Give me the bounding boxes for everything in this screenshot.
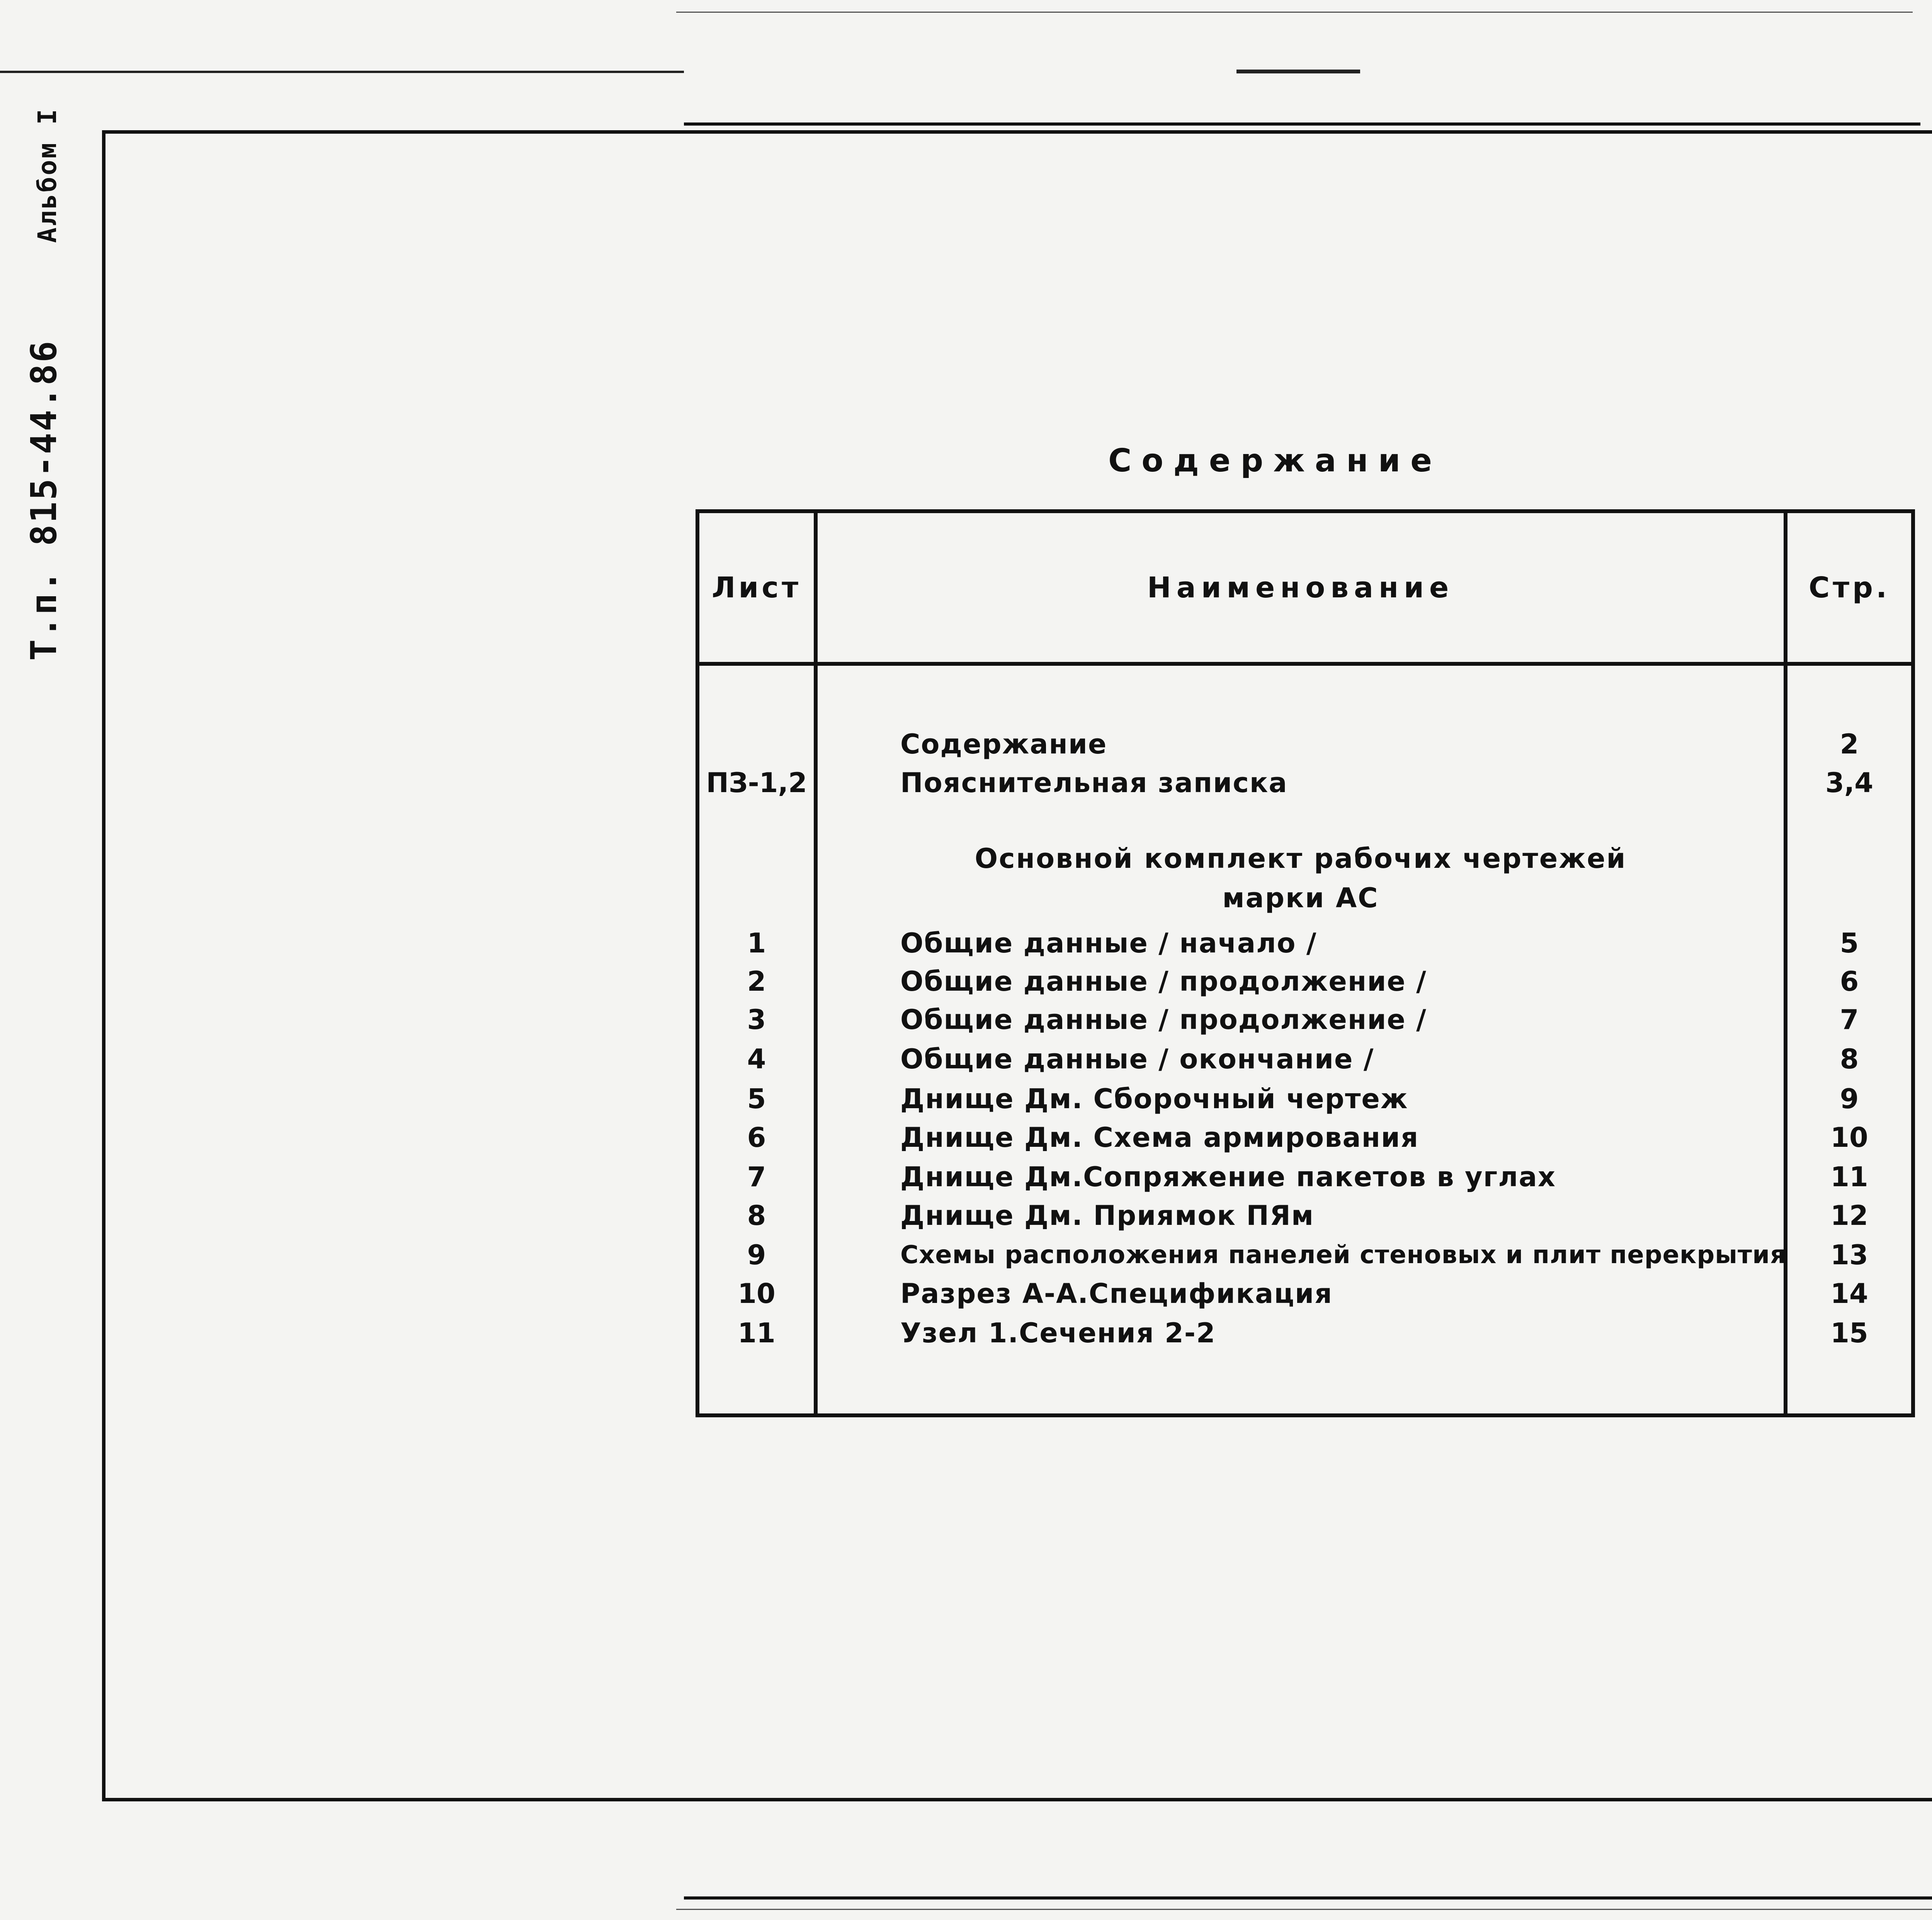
row-name: Разрез А-А.Спецификация (900, 1278, 1333, 1309)
row-name: Пояснительная записка (900, 767, 1288, 799)
row-page: 13 (1830, 1239, 1868, 1271)
row-sheet: 10 (738, 1278, 776, 1309)
table-row (0, 1000, 1932, 1039)
frame-outer-bottom-line (684, 1896, 1932, 1900)
section-heading (0, 839, 1932, 878)
row-sheet: 9 (747, 1239, 766, 1271)
row-sheet: 5 (747, 1083, 766, 1115)
scan-mark (1236, 70, 1360, 73)
row-name: Общие данные / начало / (900, 927, 1317, 959)
table-row (0, 1196, 1932, 1235)
table-row (0, 1274, 1932, 1313)
row-name: Днище Дм. Сборочный чертеж (900, 1083, 1408, 1115)
row-name: Общие данные / продолжение / (900, 1004, 1427, 1036)
table-row (0, 1314, 1932, 1352)
section-heading (0, 879, 1932, 917)
side-code: Т.п. 815-44.86 (23, 339, 65, 661)
row-page: 3,4 (1825, 767, 1873, 799)
table-row (0, 1236, 1932, 1274)
row-page: 12 (1830, 1200, 1868, 1231)
page-title: Содержание (1108, 442, 1442, 479)
scan-line (676, 1909, 1932, 1910)
table-row (0, 725, 1932, 764)
header-sheet: Лист (711, 571, 802, 604)
scan-line (676, 12, 1913, 13)
row-sheet: 4 (747, 1043, 766, 1075)
row-name: Днище Дм.Сопряжение пакетов в углах (900, 1161, 1556, 1193)
row-sheet: 6 (747, 1122, 766, 1153)
row-name: Узел 1.Сечения 2-2 (900, 1317, 1216, 1349)
row-sheet: 11 (738, 1317, 776, 1349)
side-album: Альбом I (32, 107, 62, 243)
row-page: 10 (1830, 1122, 1868, 1153)
row-page: 8 (1840, 1043, 1859, 1075)
header-name: Наименование (1147, 571, 1454, 604)
table-row (0, 764, 1932, 802)
table-row (0, 1118, 1932, 1157)
row-sheet: 3 (747, 1004, 766, 1036)
row-page: 2 (1840, 728, 1859, 760)
table-row (0, 1040, 1932, 1078)
row-sheet: 7 (747, 1161, 766, 1193)
table-row (0, 1080, 1932, 1118)
row-page: 11 (1830, 1161, 1868, 1193)
frame-top-line (684, 122, 1920, 126)
row-page: 7 (1840, 1004, 1859, 1036)
table-row (0, 1158, 1932, 1196)
row-sheet: ПЗ-1,2 (706, 767, 807, 799)
row-sheet: 8 (747, 1200, 766, 1231)
table-row (0, 962, 1932, 1001)
row-name: Общие данные / окончание / (900, 1043, 1374, 1075)
row-page: 5 (1840, 927, 1859, 959)
frame-top-left-line (0, 71, 684, 73)
header-page: Стр. (1808, 571, 1890, 604)
section-subtitle: марки АС (1222, 882, 1379, 914)
row-name: Днище Дм. Приямок ПЯм (900, 1200, 1315, 1231)
side-label (23, 108, 65, 661)
row-page: 15 (1830, 1317, 1868, 1349)
row-name: Схемы расположения панелей стеновых и плит перекрытия (900, 1241, 1787, 1269)
row-sheet: 1 (747, 927, 766, 959)
row-page: 6 (1840, 966, 1859, 997)
row-name: Содержание (900, 728, 1107, 760)
table-row (0, 924, 1932, 963)
row-name: Днище Дм. Схема армирования (900, 1122, 1419, 1153)
table-header-divider (696, 662, 1915, 666)
row-page: 14 (1830, 1278, 1868, 1309)
section-title: Основной комплект рабочих чертежей (975, 843, 1627, 874)
row-name: Общие данные / продолжение / (900, 966, 1427, 997)
row-sheet: 2 (747, 966, 766, 997)
row-page: 9 (1840, 1083, 1859, 1115)
